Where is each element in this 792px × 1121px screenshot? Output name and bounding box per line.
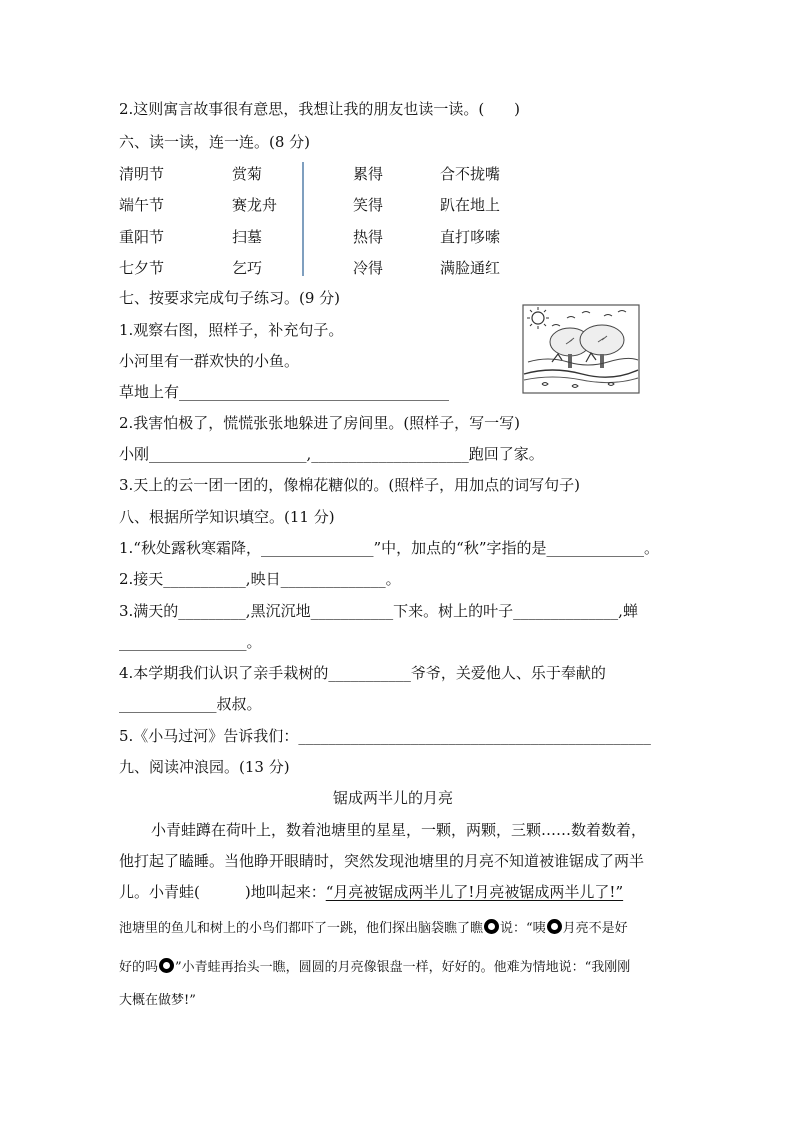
section-9-title: 九、阅读冲浪园。(13 分)	[119, 758, 290, 776]
story-text: ”小青蛙再抬头一瞧，圆圆的月亮像银盘一样，好好的。他难为情地说：“我刚刚	[175, 960, 631, 975]
underlined-quote: “月亮被锯成两半儿了!月亮被锯成两半儿了!”	[325, 883, 624, 901]
festival-item: 清明节	[119, 165, 165, 183]
story-title: 锯成两半儿的月亮	[333, 789, 454, 807]
question-8-4: 4.本学期我们认识了亲手栽树的___________爷爷，关爱他人、乐于奉献的	[119, 664, 606, 682]
story-paragraph-line: 他打起了瞌睡。当他睁开眼睛时，突然发现池塘里的月亮不知道被谁锯成了两半	[119, 852, 645, 870]
question-8-4-cont: _____________叔叔。	[119, 695, 262, 713]
festival-item: 七夕节	[119, 259, 165, 277]
illustration-image	[522, 304, 640, 394]
section-7-title: 七、按要求完成句子练习。(9 分)	[119, 289, 341, 307]
verb-item: 冷得	[353, 259, 384, 277]
example-sentence: 小河里有一群欢快的小鱼。	[119, 352, 300, 370]
story-text: 说：“咦	[500, 921, 546, 936]
punctuation-circle-icon	[547, 919, 562, 934]
verb-item: 笑得	[353, 196, 384, 214]
result-item: 合不拢嘴	[440, 165, 501, 183]
story-paragraph-line: 大概在做梦!”	[119, 993, 196, 1008]
question-8-3-cont: _________________。	[119, 633, 262, 651]
question-7-3: 3.天上的云一团一团的，像棉花糖似的。(照样子，用加点的词写句子)	[119, 476, 581, 494]
story-text: 好的吗	[119, 960, 159, 975]
question-7-1: 1.观察右图，照样子，补充句子。	[119, 321, 344, 339]
story-paragraph-line	[119, 958, 630, 977]
verb-item: 累得	[353, 165, 384, 183]
verb-item: 热得	[353, 228, 384, 246]
question-2: 2.这则寓言故事很有意思，我想让我的朋友也读一读。( )	[119, 100, 521, 118]
custom-item: 赏菊	[232, 165, 263, 183]
custom-item: 乞巧	[232, 259, 263, 277]
column-divider	[302, 162, 304, 276]
story-paragraph-line	[119, 919, 628, 938]
answer-line[interactable]: 草地上有____________________________________	[119, 383, 450, 401]
question-8-1: 1.“秋处露秋寒霜降，_______________”中，加点的“秋”字指的是_____________。	[119, 539, 659, 557]
question-8-3: 3.满天的_________,黑沉沉地___________下来。树上的叶子______________,蝉	[119, 602, 638, 620]
result-item: 趴在地上	[440, 196, 501, 214]
story-paragraph-line	[119, 882, 623, 902]
story-paragraph-line: 小青蛙蹲在荷叶上，数着池塘里的星星，一颗，两颗，三颗……数着数着，	[151, 821, 647, 839]
custom-item: 扫墓	[232, 228, 263, 246]
punctuation-circle-icon	[159, 958, 174, 973]
punctuation-circle-icon	[484, 919, 499, 934]
story-text: 池塘里的鱼儿和树上的小鸟们都吓了一跳，他们探出脑袋瞧了瞧	[119, 921, 484, 936]
festival-item: 端午节	[119, 196, 165, 214]
answer-line[interactable]: 小刚_____________________,_____________________跑回了家。	[119, 445, 544, 463]
festival-item: 重阳节	[119, 228, 165, 246]
custom-item: 赛龙舟	[232, 196, 278, 214]
section-6-title: 六、读一读，连一连。(8 分)	[119, 133, 311, 151]
question-7-2: 2.我害怕极了，慌慌张张地躲进了房间里。(照样子，写一写)	[119, 414, 521, 432]
question-8-5: 5.《小马过河》告诉我们：_______________________________________________	[119, 727, 651, 745]
story-text: 儿。小青蛙( )地叫起来：	[119, 883, 326, 901]
question-8-2: 2.接天___________,映日______________。	[119, 570, 401, 588]
result-item: 满脸通红	[440, 259, 501, 277]
section-8-title: 八、根据所学知识填空。(11 分)	[119, 508, 335, 526]
story-text: 月亮不是好	[562, 921, 628, 936]
result-item: 直打哆嗦	[440, 228, 501, 246]
